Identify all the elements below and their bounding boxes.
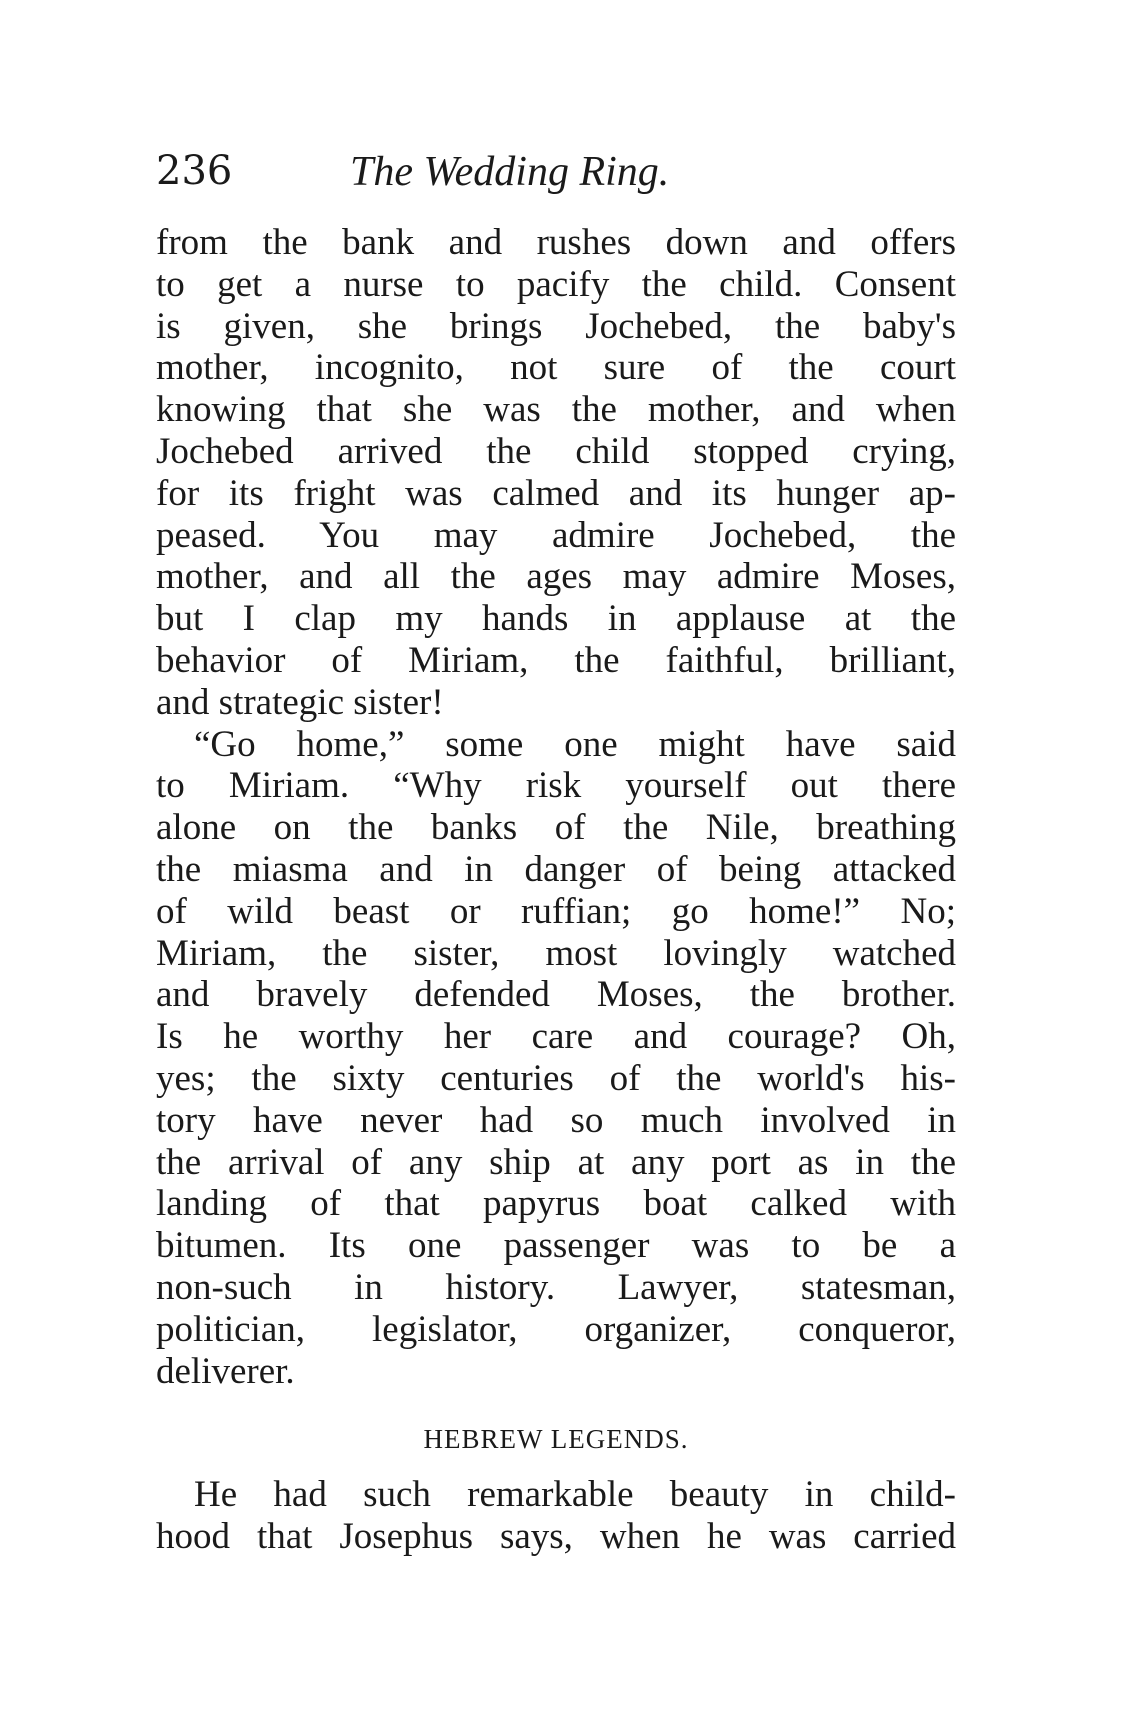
text-line: mother, incognito, not sure of the court <box>156 347 956 389</box>
text-line: peased. You may admire Jochebed, the <box>156 514 956 556</box>
text-line: bitumen. Its one passenger was to be a <box>156 1225 956 1267</box>
text-line: is given, she brings Jochebed, the baby's <box>156 305 956 347</box>
page-number: 236 <box>156 148 233 194</box>
text-line: the miasma and in danger of being attacked <box>156 848 956 890</box>
text-line: of wild beast or ruffian; go home!” No; <box>156 890 956 932</box>
text-line: the arrival of any ship at any port as in the <box>156 1141 956 1183</box>
text-line: from the bank and rushes down and offers <box>156 222 956 263</box>
paragraph-3 <box>156 1474 956 1558</box>
text-line: for its fright was calmed and its hunger ap- <box>156 472 956 514</box>
text-line: Miriam, the sister, most lovingly watched <box>156 932 956 974</box>
text-line: politician, legislator, organizer, conqueror, <box>156 1308 956 1350</box>
text-line: knowing that she was the mother, and when <box>156 389 956 431</box>
text-line: alone on the banks of the Nile, breathing <box>156 807 956 849</box>
text-line: but I clap my hands in applause at the <box>156 598 956 640</box>
text-line: Jochebed arrived the child stopped crying, <box>156 430 956 472</box>
paragraph-2 <box>156 724 956 1393</box>
text-line: hood that Josephus says, when he was carried <box>156 1516 956 1558</box>
text-line: to Miriam. “Why risk yourself out there <box>156 765 956 807</box>
text-line: mother, and all the ages may admire Moses, <box>156 556 956 598</box>
text-line: non-such in history. Lawyer, statesman, <box>156 1266 956 1308</box>
text-line: and bravely defended Moses, the brother. <box>156 974 956 1016</box>
page-header <box>156 148 956 208</box>
text-line: tory have never had so much involved in <box>156 1099 956 1141</box>
text-line: to get a nurse to pacify the child. Consent <box>156 263 956 305</box>
text-line: “Go home,” some one might have said <box>194 723 956 765</box>
running-title: The Wedding Ring. <box>350 149 670 195</box>
section-heading: HEBREW LEGENDS. <box>423 1424 689 1455</box>
text-line: behavior of Miriam, the faithful, brilliant, <box>156 639 956 681</box>
text-line: and strategic sister! <box>156 681 444 723</box>
text-line: deliverer. <box>156 1350 295 1392</box>
text-line: landing of that papyrus boat calked with <box>156 1183 956 1225</box>
paragraph-1 <box>156 222 956 724</box>
text-line: He had such remarkable beauty in child- <box>194 1474 956 1516</box>
text-line: yes; the sixty centuries of the world's his- <box>156 1057 956 1099</box>
body-text <box>156 222 956 1558</box>
text-line: Is he worthy her care and courage? Oh, <box>156 1016 956 1058</box>
